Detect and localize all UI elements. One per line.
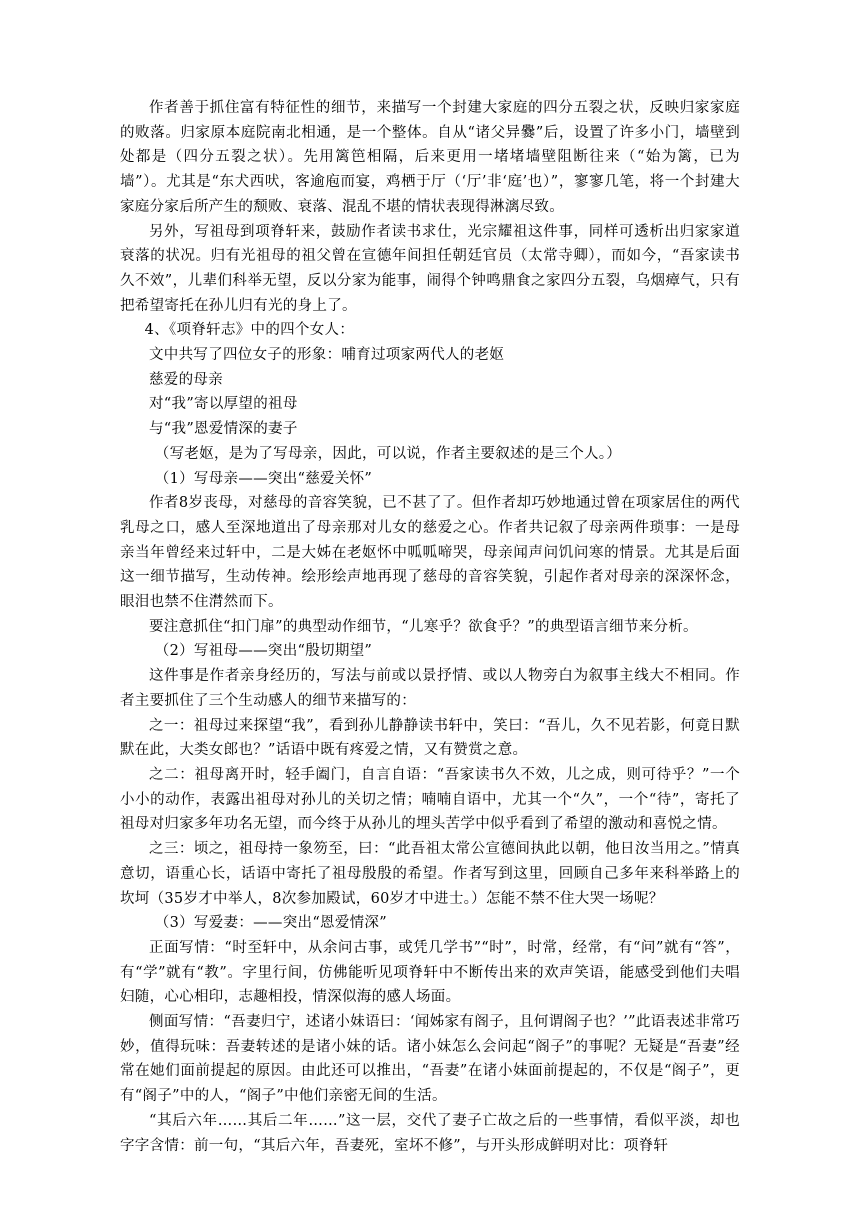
subheading-wife: （3）写爱妻：——突出“恩爱情深” — [154, 915, 387, 932]
list-item-grandmother: 对“我”寄以厚望的祖母 — [149, 396, 298, 413]
paragraph-mother-detail: 作者8岁丧母，对慈母的音容笑貌，已不甚了了。但作者却巧妙地通过曾在项家居住的两代乳母之口，感人至深地道出了母亲那对儿女的慈爱之心。作者共记叙了母亲两件琐事：一是母亲当年曾经来过轩中，二是大姊在老妪怀中呱呱啼哭，母亲闻声问饥问寒的情景。尤其是后面这一细节描写，生动传神。绘形绘声地再现了慈母的音容笑貌，引起作者对母亲的深深怀念，眼泪也禁不住潸然而下。 — [120, 495, 740, 611]
list-item-mother: 慈爱的母亲 — [149, 371, 223, 388]
subheading-mother: （1）写母亲——突出“慈爱关怀” — [154, 470, 373, 487]
paragraph-wife-direct: 正面写情：“时至轩中，从余问古事，或凭几学书”“时”，时常，经常，有“问”就有“答”，有“学”就有“教”。字里行间，仿佛能听见项脊轩中不断传出来的欢声笑语，能感受到他们夫唱妇随，心心相印，志趣相投，情深似海的感人场面。 — [120, 939, 740, 1006]
note-three-people: （写老妪，是为了写母亲，因此，可以说，作者主要叙述的是三个人。） — [154, 445, 622, 462]
paragraph-grandmother-detail-2: 之二：祖母离开时，轻手阖门，自言自语：“吾家读书久不效，儿之成，则可待乎？”一个小小的动作，表露出祖母对孙儿的关切之情；喃喃自语中，尤其一个“久”，一个“待”，寄托了祖母对归家多年功名无望，而今终于从孙儿的埋头苦学中似乎看到了希望的激动和喜悦之情。 — [120, 766, 740, 833]
paragraph-grandmother-hope: 另外，写祖母到项脊轩来，鼓励作者读书求仕，光宗耀祖这件事，同样可透析出归家家道衰落的状况。归有光祖母的祖父曾在宣德年间担任朝廷官员（太常寺卿），而如今，“吾家读书久不效”，儿辈们科举无望，反以分家为能事，闹得个钟鸣鼎食之家四分五裂，乌烟瘴气，只有把希望寄托在孙儿归有光的身上了。 — [120, 223, 740, 314]
paragraph-grandmother-intro: 这件事是作者亲身经历的，写法与前或以景抒情、或以人物旁白为叙事主线大不相同。作者主要抓住了三个生动感人的细节来描写的： — [120, 668, 740, 709]
list-item-old-nanny: 文中共写了四位女子的形象：哺育过项家两代人的老妪 — [149, 347, 505, 364]
paragraph-mother-analysis-tip: 要注意抓住“扣门扉”的典型动作细节，“儿寒乎？欲食乎？”的典型语言细节来分析。 — [149, 618, 698, 635]
list-item-wife: 与“我”恩爱情深的妻子 — [149, 421, 298, 438]
paragraph-grandmother-detail-1: 之一：祖母过来探望“我”，看到孙儿静静读书轩中，笑曰：“吾儿，久不见若影，何竟日默默在此，大类女郎也？”话语中既有疼爱之情，又有赞赏之意。 — [120, 717, 740, 759]
section-heading-four-women: 4、《项脊轩志》中的四个女人： — [144, 322, 355, 339]
paragraph-wife-indirect: 侧面写情：“吾妻归宁，述诸小妹语曰：‘闻姊家有阁子，且何谓阁子也？’”此语表述非常巧妙，值得玩味：吾妻转述的是诸小妹的话。诸小妹怎么会问起“阁子”的事呢？无疑是“吾妻”经常在她们面前提起的原因。由此还可以推出，“吾妻”在诸小妹面前提起的，不仅是“阁子”，更有“阁子”中的人，“阁子”中他们亲密无间的生活。 — [120, 1014, 740, 1105]
subheading-grandmother: （2）写祖母——突出“殷切期望” — [154, 643, 373, 660]
paragraph-wife-aftermath: “其后六年……其后二年……”这一层，交代了妻子亡故之后的一些事情，看似平淡，却也字字含情：前一句，“其后六年，吾妻死，室坏不修”，与开头形成鲜明对比：项脊轩 — [120, 1112, 740, 1154]
paragraph-family-decline: 作者善于抓住富有特征性的细节，来描写一个封建大家庭的四分五裂之状，反映归家家庭的败落。归家原本庭院南北相通，是一个整体。自从“诸父异爨”后，设置了许多小门，墙壁到处都是（四分五裂之状）。先用篱笆相隔，后来更用一堵堵墙壁阻断往来（“始为篱，已为墙”）。尤其是“东犬西吠，客逾庖而宴，鸡栖于厅（‘厅’非‘庭’也）”，寥寥几笔，将一个封建大家庭分家后所产生的颓败、衰落、混乱不堪的情状表现得淋漓尽致。 — [120, 100, 740, 215]
paragraph-grandmother-detail-3: 之三：顷之，祖母持一象笏至，曰：“此吾祖太常公宣德间执此以朝，他日汝当用之。”情真意切，语重心长，话语中寄托了祖母殷殷的希望。作者写到这里，回顾自己多年来科举路上的坎坷（35岁才中举人，8次参加殿试，60岁才中进士。）怎能不禁不住大哭一场呢？ — [120, 841, 740, 907]
